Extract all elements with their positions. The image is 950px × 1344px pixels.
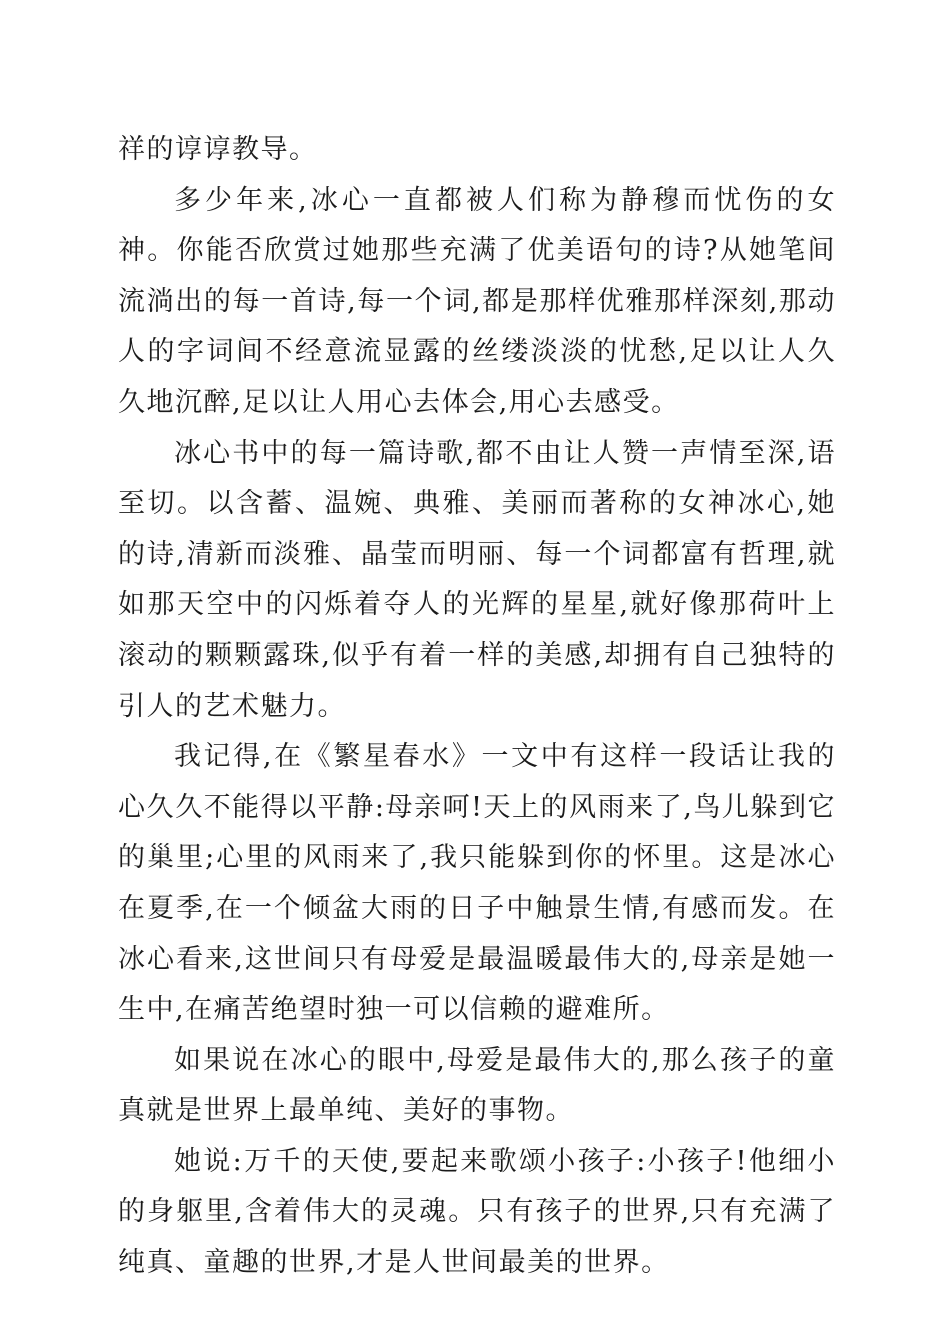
paragraph-continuation: 祥的谆谆教导。 (118, 134, 318, 165)
paragraph: 她说:万千的天使,要起来歌颂小孩子:小孩子!他细小的身躯里,含着伟大的灵魂。只有孩子的世界,只有充满了纯真、童趣的世界,才是人世间最美的世界。 (118, 1145, 836, 1279)
paragraph: 冰心书中的每一篇诗歌,都不由让人赞一声情至深,语至切。以含蓄、温婉、典雅、美丽而著称的女神冰心,她的诗,清新而淡雅、晶莹而明丽、每一个词都富有哲理,就如那天空中的闪烁着夺人的光辉的星星,就好像那荷叶上滚动的颗颗露珠,似乎有着一样的美感,却拥有自己独特的引人的艺术魅力。 (118, 437, 836, 722)
paragraph: 我记得,在《繁星春水》一文中有这样一段话让我的心久久不能得以平静:母亲呵!天上的风雨来了,鸟儿躲到它的巢里;心里的风雨来了,我只能躲到你的怀里。这是冰心在夏季,在一个倾盆大雨的日子中触景生情,有感而发。在冰心看来,这世间只有母爱是最温暖最伟大的,母亲是她一生中,在痛苦绝望时独一可以信赖的避难所。 (118, 741, 836, 1026)
paragraph: 如果说在冰心的眼中,母爱是最伟大的,那么孩子的童真就是世界上最单纯、美好的事物。 (118, 1044, 836, 1127)
body-text (118, 125, 836, 1289)
paragraph: 多少年来,冰心一直都被人们称为静穆而忧伤的女神。你能否欣赏过她那些充满了优美语句的诗?从她笔间流淌出的每一首诗,每一个词,都是那样优雅那样深刻,那动人的字词间不经意流显露的丝缕淡淡的忧愁,足以让人久久地沉醉,足以让人用心去体会,用心去感受。 (118, 184, 836, 418)
